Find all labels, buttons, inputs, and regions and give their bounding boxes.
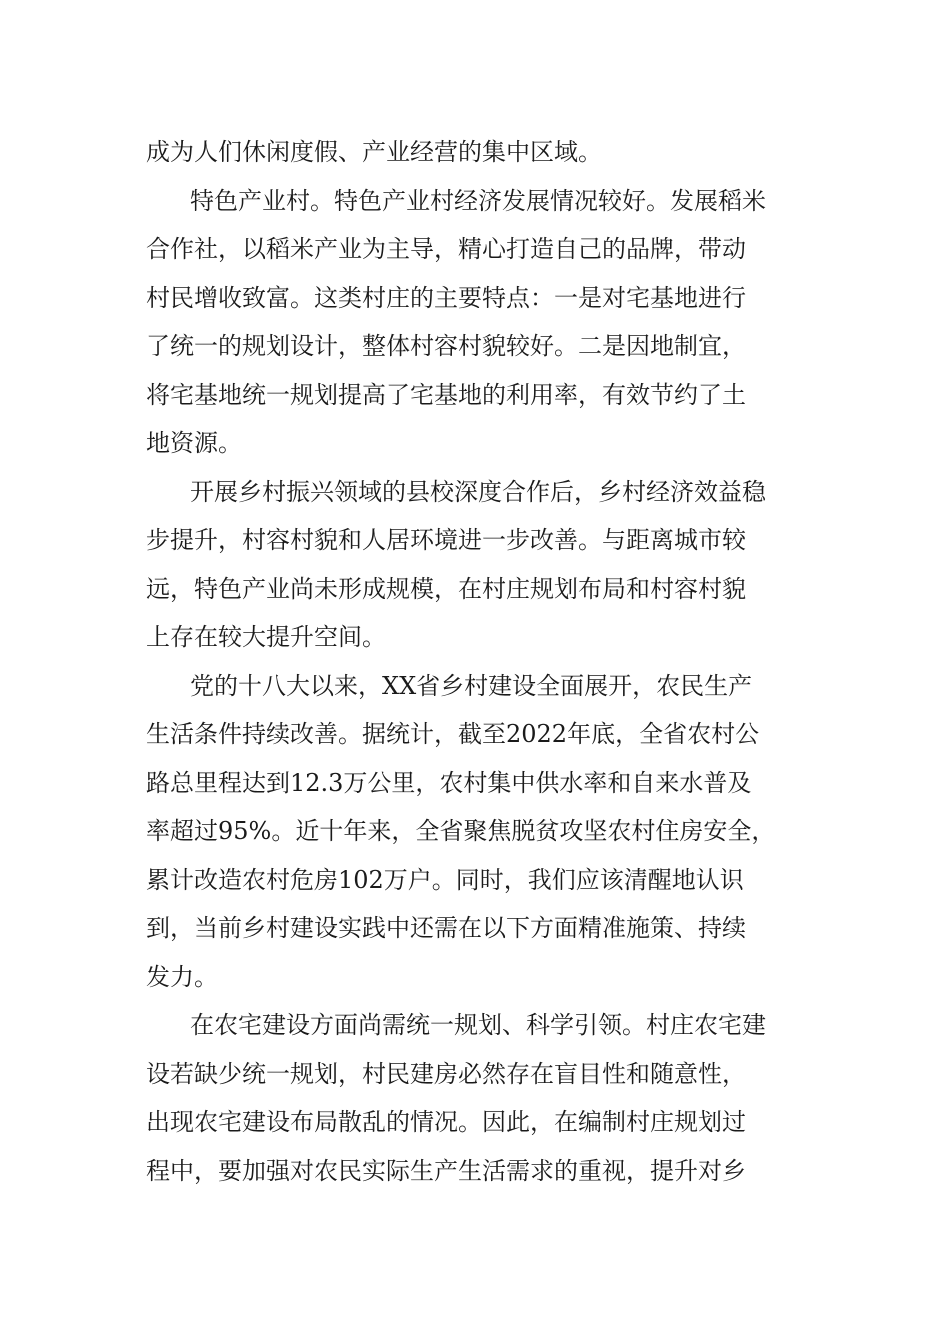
text-line: 出现农宅建设布局散乱的情况。因此，在编制村庄规划过 <box>146 1108 746 1136</box>
text-line: 党的十八大以来，XX省乡村建设全面展开，农民生产 <box>190 671 753 700</box>
paragraph-3 <box>146 468 818 517</box>
text-line: 了统一的规划设计，整体村容村貌较好。二是因地制宜， <box>146 332 746 360</box>
paragraph-4 <box>146 662 818 711</box>
text-line: 特色产业村。特色产业村经济发展情况较好。发展稻米 <box>190 186 766 215</box>
paragraph-1 <box>146 128 818 177</box>
paragraph-5-continued <box>146 1050 818 1196</box>
text-line: 上存在较大提升空间。 <box>146 623 386 651</box>
text-line: 村民增收致富。这类村庄的主要特点：一是对宅基地进行 <box>146 283 746 312</box>
text-line: 成为人们休闲度假、产业经营的集中区域。 <box>146 138 602 166</box>
text-line: 到，当前乡村建设实践中还需在以下方面精准施策、持续 <box>146 914 746 942</box>
text-line: 累计改造农村危房102万户。同时，我们应该清醒地认识 <box>146 865 744 894</box>
paragraph-2 <box>146 177 818 226</box>
text-line: 在农宅建设方面尚需统一规划、科学引领。村庄农宅建 <box>190 1011 766 1039</box>
text-line: 将宅基地统一规划提高了宅基地的利用率，有效节约了土 <box>146 380 746 409</box>
text-line: 步提升，村容村貌和人居环境进一步改善。与距离城市较 <box>146 526 746 554</box>
text-line: 程中，要加强对农民实际生产生活需求的重视，提升对乡 <box>146 1156 746 1185</box>
text-line: 率超过95%。近十年来，全省聚焦脱贫攻坚农村住房安全， <box>146 817 776 845</box>
text-line: 设若缺少统一规划，村民建房必然存在盲目性和随意性， <box>146 1059 746 1088</box>
text-line: 合作社，以稻米产业为主导，精心打造自己的品牌，带动 <box>146 235 746 263</box>
text-line: 路总里程达到12.3万公里，农村集中供水率和自来水普及 <box>146 768 752 797</box>
body-text <box>146 128 818 1195</box>
paragraph-4-continued <box>146 710 818 1001</box>
text-line: 发力。 <box>146 962 218 991</box>
paragraph-2-continued <box>146 225 818 468</box>
text-line: 开展乡村振兴领域的县校深度合作后，乡村经济效益稳 <box>190 477 766 506</box>
text-line: 远，特色产业尚未形成规模，在村庄规划布局和村容村貌 <box>146 574 746 603</box>
text-line: 地资源。 <box>146 429 242 457</box>
paragraph-5 <box>146 1001 818 1050</box>
paragraph-3-continued <box>146 516 818 662</box>
text-line: 生活条件持续改善。据统计，截至2022年底，全省农村公 <box>146 720 760 748</box>
